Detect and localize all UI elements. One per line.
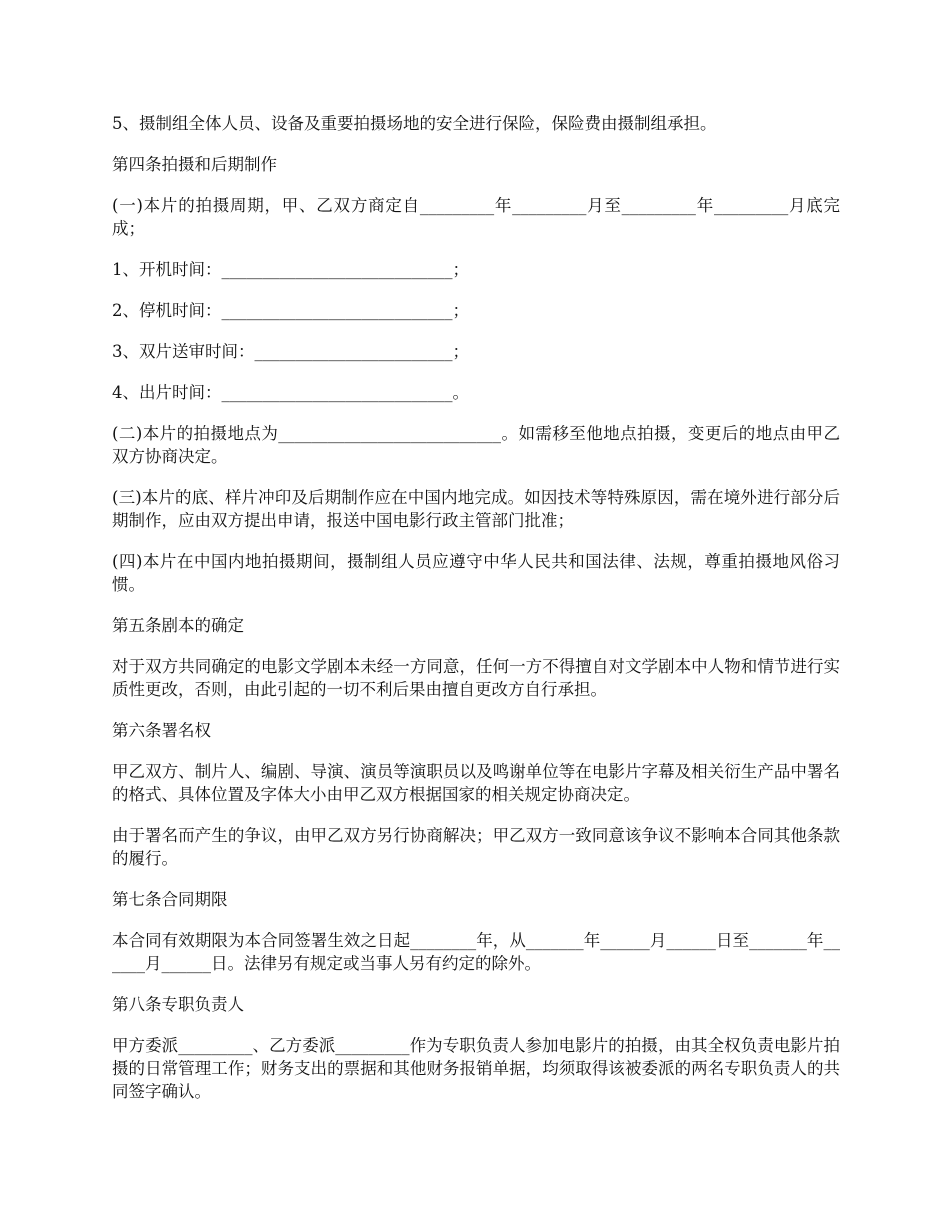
clause-insurance-5: 5、摄制组全体人员、设备及重要拍摄场地的安全进行保险，保险费由摄制组承担。 [112, 114, 717, 133]
document-body [112, 112, 840, 1121]
clause-post-production: (三)本片的底、样片冲印及后期制作应在中国内地完成。如因技术等特殊原因，需在境外进行部分后期制作，应由双方提出申请，报送中国电影行政主管部门批准； [112, 488, 840, 530]
clause-script: 对于双方共同确定的电影文学剧本未经一方同意，任何一方不得擅自对文学剧本中人物和情节进行实质性更改，否则，由此引起的一切不利后果由擅自更改方自行承担。 [112, 657, 840, 699]
clause-responsible-persons: 甲方委派_________、乙方委派_________作为专职负责人参加电影片的拍摄，由其全权负责电影片拍摄的日常管理工作；财务支出的票据和其他财务报销单据，均须取得该被委派的两名专职负责人的共同签字确认。 [112, 1036, 840, 1101]
heading-article-5: 第五条剧本的确定 [112, 616, 244, 635]
item-review-time: 3、双片送审时间：________________________； [112, 342, 469, 361]
heading-article-8: 第八条专职负责人 [112, 995, 244, 1014]
heading-article-6: 第六条署名权 [112, 721, 211, 740]
clause-shooting-location: (二)本片的拍摄地点为___________________________。如需移至他地点拍摄，变更后的地点由甲乙双方协商决定。 [112, 424, 840, 466]
clause-term: 本合同有效期限为本合同签署生效之日起________年，从_______年______月______日至_______年______月______日。法律另有规定或当事人另有约定的除外。 [112, 931, 840, 973]
item-release-time: 4、出片时间：____________________________。 [112, 383, 469, 402]
clause-credits: 甲乙双方、制片人、编剧、导演、演员等演职员以及鸣谢单位等在电影片字幕及相关衍生产品中署名的格式、具体位置及字体大小由甲乙双方根据国家的相关规定协商决定。 [112, 762, 840, 804]
heading-article-4: 第四条拍摄和后期制作 [112, 155, 277, 174]
heading-article-7: 第七条合同期限 [112, 890, 228, 909]
item-wrap-time: 2、停机时间：____________________________； [112, 301, 469, 320]
clause-local-law: (四)本片在中国内地拍摄期间，摄制组人员应遵守中华人民共和国法律、法规，尊重拍摄地风俗习惯。 [112, 552, 840, 594]
item-start-time: 1、开机时间：____________________________； [112, 260, 469, 279]
clause-shooting-period: (一)本片的拍摄周期，甲、乙双方商定自_________年_________月至_________年_________月底完成； [112, 196, 840, 238]
clause-credits-dispute: 由于署名而产生的争议，由甲乙双方另行协商解决；甲乙双方一致同意该争议不影响本合同其他条款的履行。 [112, 826, 840, 868]
